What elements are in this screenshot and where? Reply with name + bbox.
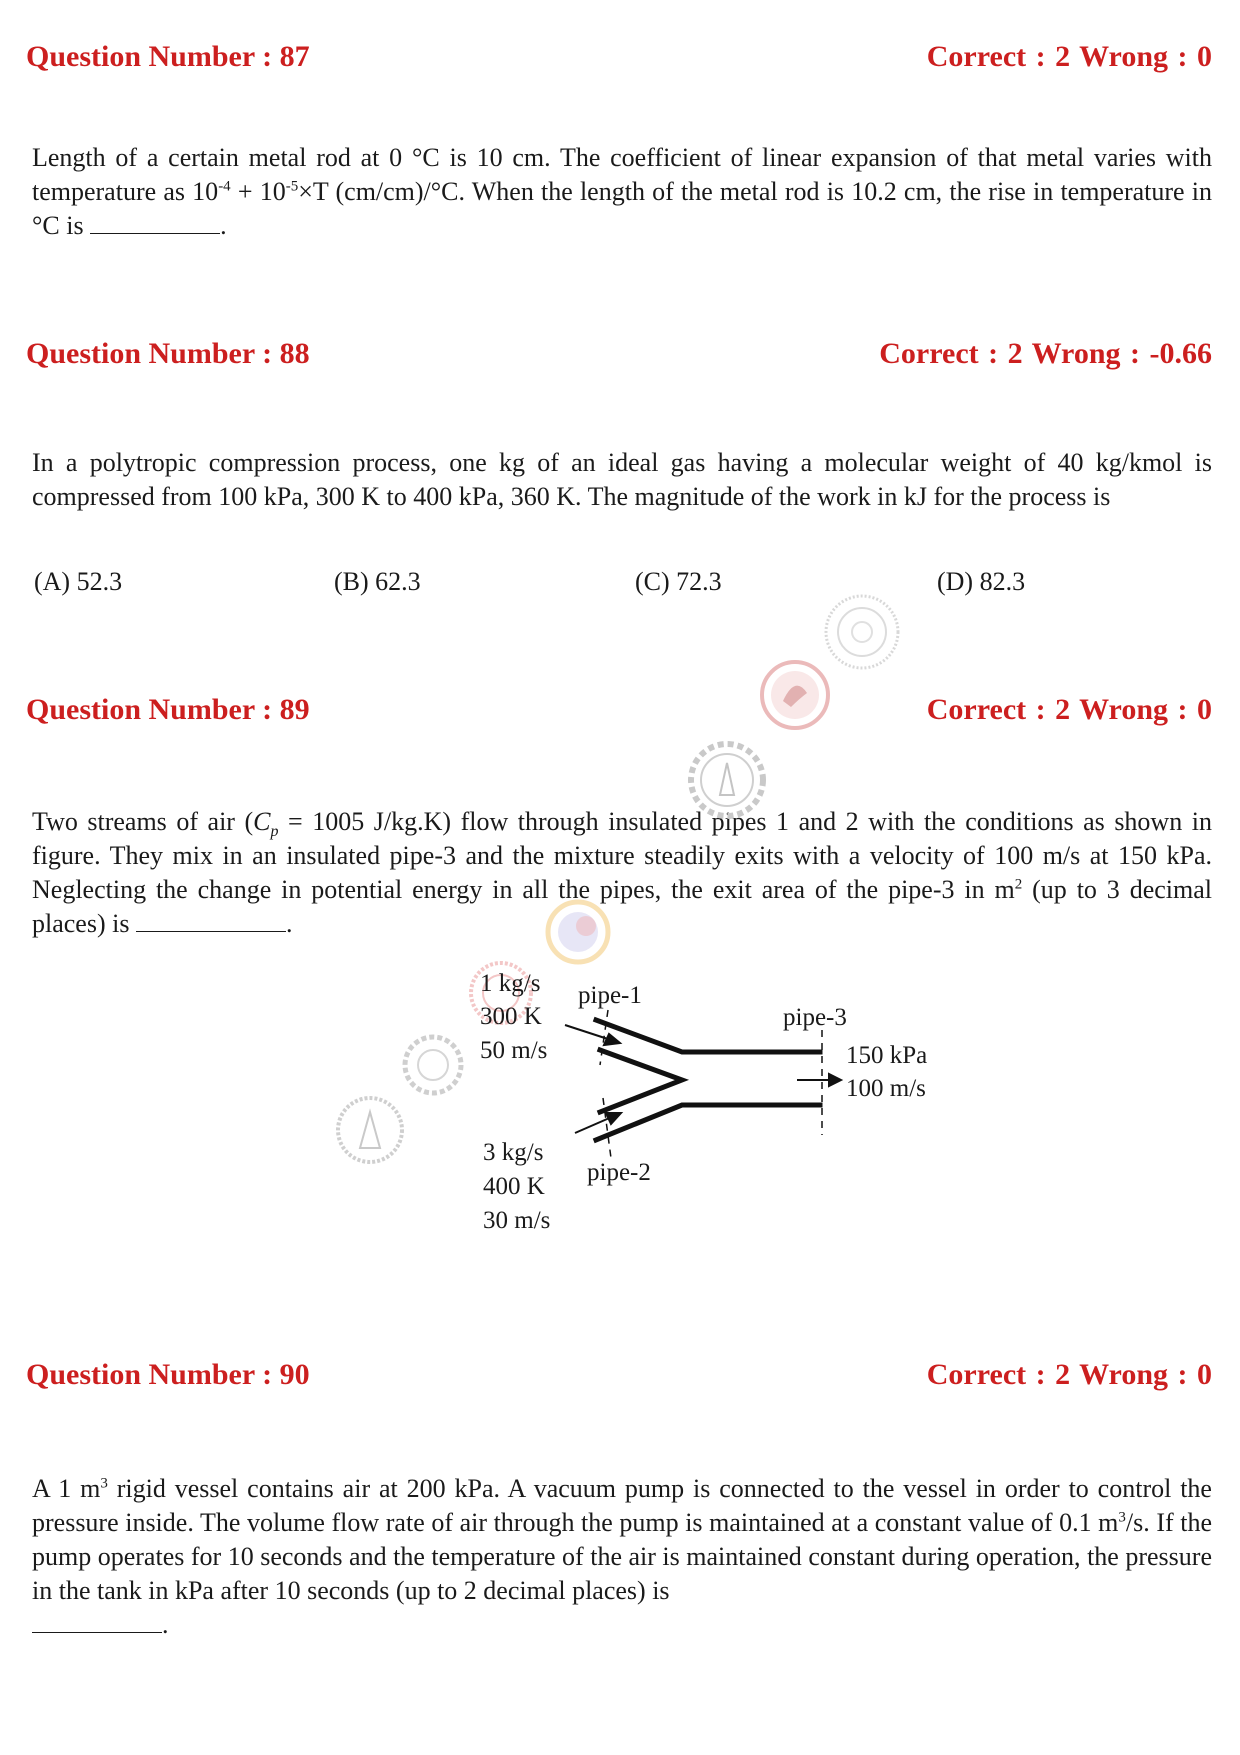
- question-88-text: In a polytropic compression process, one kg of an ideal gas having a molecular weight of 40 kg/kmol is compressed from 100 kPa, 300 K to 400 kPa, 360 K. The magnitude of the work in kJ for the process is: [32, 448, 1212, 511]
- q89-text-part: (up to 3 decimal places) is: [32, 875, 1212, 938]
- q89-text-part: Two streams of air (: [32, 807, 254, 836]
- in2-temperature: 400 K: [483, 1173, 545, 1200]
- question-88-marks: Correct : 2 Wrong : -0.66: [879, 337, 1212, 370]
- q89-end: .: [285, 909, 293, 938]
- question-89-header: [26, 693, 1212, 735]
- inlet-1-arrowhead: [604, 1034, 620, 1045]
- cp-subscript: p: [270, 823, 279, 841]
- option-d: (D) 82.3: [937, 567, 1026, 596]
- pipe-walls: [596, 1020, 820, 1140]
- out-velocity: 100 m/s: [846, 1075, 926, 1102]
- answer-blank: [90, 211, 220, 234]
- question-90-marks: Correct : 2 Wrong : 0: [926, 1358, 1212, 1391]
- q87-text-part: + 10: [230, 177, 286, 206]
- question-88-options: [34, 567, 1134, 601]
- watermark-emblem-icon: [755, 655, 835, 735]
- question-87-text: [32, 141, 1212, 243]
- in1-velocity: 50 m/s: [480, 1037, 548, 1064]
- q90-sup: 3: [100, 1475, 108, 1492]
- watermark-red-seal-icon: [466, 958, 536, 1028]
- pipe2-lower-wall: [596, 1105, 820, 1140]
- inlet-2-arrow: [575, 1116, 614, 1133]
- pipe-inner-wedge: [600, 1050, 682, 1112]
- in1-mass-flow: 1 kg/s: [480, 970, 541, 997]
- question-87-marks: Correct : 2 Wrong : 0: [926, 40, 1212, 73]
- question-90-header: [26, 1358, 1212, 1400]
- q89-sup: 2: [1014, 876, 1023, 893]
- pipe2-label: pipe-2: [587, 1159, 651, 1186]
- watermark-color-seal-icon: [538, 892, 618, 972]
- q87-end: .: [220, 211, 227, 240]
- pipe1-label: pipe-1: [578, 982, 642, 1009]
- question-87-header: [26, 40, 1212, 82]
- section-line-1: [600, 1010, 608, 1065]
- q90-text-part: /s. If the pump operates for 10 seconds and the temperature of the air is maintained constant during operation, the pressure in the tank in kPa after 10 seconds (up to 2 decimal places) is: [32, 1508, 1213, 1605]
- watermark-gear-icon: [682, 735, 772, 825]
- section-lines: [600, 1010, 822, 1158]
- outlet-arrowhead: [829, 1074, 841, 1086]
- flow-arrows: [565, 1025, 841, 1133]
- question-87-number: Question Number : 87: [26, 40, 310, 73]
- q87-sup: -4: [218, 178, 231, 195]
- q90-text-part: rigid vessel contains air at 200 kPa. A vacuum pump is connected to the vessel in order to control the pressure inside. The volume flow rate of air through the pump is maintained at a constant value of 0.1 m: [32, 1474, 1212, 1537]
- inlet-1-arrow: [565, 1025, 614, 1041]
- option-a: (A) 52.3: [34, 567, 123, 596]
- answer-blank: [32, 1610, 162, 1633]
- question-90-number: Question Number : 90: [26, 1358, 310, 1391]
- question-90-text: [32, 1472, 1212, 1642]
- in1-temperature: 300 K: [480, 1003, 542, 1030]
- question-89-marks: Correct : 2 Wrong : 0: [926, 693, 1212, 726]
- cp-symbol: C: [253, 807, 271, 836]
- section-line-2: [603, 1098, 611, 1158]
- q89-text-part: = 1005 J/kg.K) flow through insulated pipes 1 and 2 with the conditions as shown in figure. They mix in an insulated pipe-3 and the mixture steadily exits with a velocity of 100 m/s at 150 kPa. Neglecting the change in potential energy in all the pipes, the exit area of the pipe-3 in m: [32, 807, 1212, 904]
- q87-text-part: Length of a certain metal rod at 0 °C is 10 cm. The coefficient of linear expansion of that metal varies with temperature as 10: [32, 143, 1212, 206]
- question-88-header: [26, 337, 1212, 379]
- q90-sup: 3: [1118, 1509, 1126, 1526]
- q87-text-part: ×T (cm/cm)/°C. When the length of the metal rod is 10.2 cm, the rise in temperature in °C is: [32, 177, 1212, 240]
- option-b: (B) 62.3: [334, 567, 421, 596]
- option-c: (C) 72.3: [635, 567, 722, 596]
- out-pressure: 150 kPa: [846, 1042, 928, 1069]
- answer-blank: [136, 909, 286, 932]
- q90-text-part: A 1 m: [32, 1474, 101, 1503]
- q90-end: .: [162, 1610, 169, 1639]
- inlet-2-arrowhead: [606, 1113, 621, 1124]
- question-89-number: Question Number : 89: [26, 693, 310, 726]
- question-89-text: [32, 805, 1212, 941]
- pipe1-upper-wall: [596, 1020, 820, 1052]
- watermark-emblem-small-icon: [330, 1090, 410, 1170]
- in2-velocity: 30 m/s: [483, 1207, 551, 1234]
- pipe3-label: pipe-3: [783, 1004, 847, 1031]
- in2-mass-flow: 3 kg/s: [483, 1139, 544, 1166]
- q87-sup: -5: [285, 178, 299, 195]
- question-88-number: Question Number : 88: [26, 337, 310, 370]
